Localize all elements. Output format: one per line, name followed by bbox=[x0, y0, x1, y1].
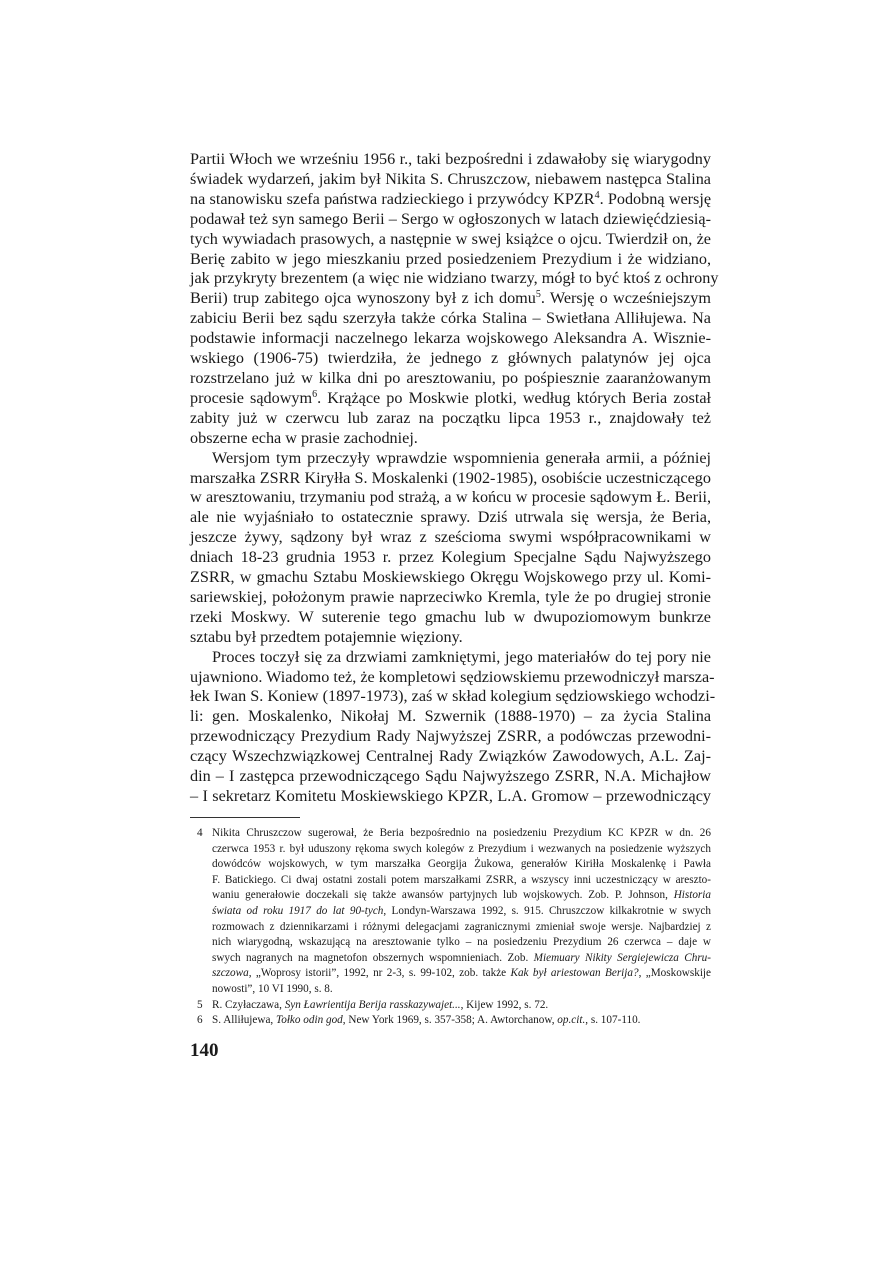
text-line bbox=[190, 568, 711, 588]
text-segment: tych wywiadach prasowych, a następnie w swej książce o ojcu. Twierdził on, że bbox=[190, 229, 711, 248]
text-line bbox=[190, 608, 711, 628]
italic-text: Tołko odin god bbox=[276, 1014, 343, 1027]
footnote-number: 4 bbox=[197, 827, 203, 839]
text-segment: Berię zabito w jego mieszkaniu przed posiedzeniem Prezydium i że widziano, bbox=[190, 249, 711, 268]
text-line bbox=[190, 190, 711, 210]
text-segment: rozmowach z dziennikarzami i różnymi delegacjami zagranicznymi zmieniał swoje wersje. Najbardziej z bbox=[212, 920, 711, 933]
footnote-reference: 4 bbox=[594, 189, 600, 201]
text-line bbox=[190, 369, 711, 389]
text-line bbox=[212, 842, 711, 858]
text-segment: dniach 18-23 grudnia 1953 r. przez Kolegium Specjalne Sądu Najwyższego bbox=[190, 548, 711, 567]
footnotes bbox=[190, 826, 711, 1029]
italic-text: op.cit. bbox=[557, 1014, 586, 1027]
text-segment: , „Woprosy istorii”, 1992, nr 2-3, s. 99-102, zob. także bbox=[248, 967, 511, 980]
text-segment: jeszcze żywy, sądzony był wraz z sześcioma swymi współpracownikami w bbox=[190, 528, 711, 547]
text-segment: zabity już w czerwcu lub zaraz na początku lipca 1953 r., znajdowały też bbox=[190, 408, 711, 427]
text-line bbox=[212, 1013, 711, 1029]
paragraph bbox=[190, 647, 716, 807]
text-segment: . Krążące po Moskwie plotki, według których Beria został bbox=[317, 388, 711, 407]
text-segment: Partii Włoch we wrześniu 1956 r., taki bezpośredni i zdawałoby się wiarygodny bbox=[190, 150, 711, 168]
text-line bbox=[212, 873, 711, 889]
text-line bbox=[190, 628, 711, 648]
text-segment: czerwca 1953 r. był uduszony rękoma swych kolegów z Prezydium i wezwanych na posiedzenie wyższych bbox=[212, 842, 711, 855]
text-segment: zabiciu Berii bez sądu szerzyła także córka Stalina – Swietłana Alliłujewa. Na bbox=[190, 309, 711, 328]
text-line bbox=[190, 648, 711, 668]
text-line bbox=[190, 409, 711, 429]
text-segment: sztabu był przedtem potajemnie więziony. bbox=[190, 627, 463, 646]
text-line bbox=[212, 904, 711, 920]
text-segment: S. Alliłujewa, bbox=[212, 1014, 277, 1027]
text-segment: rozstrzelano już w kilka dni po aresztowaniu, po pośpiesznie zaaranżowanym bbox=[190, 368, 711, 387]
main-text bbox=[190, 150, 719, 807]
text-segment: marszałka ZSRR Kiryłła S. Moskalenki (1902-1985), osobiście uczestniczącego bbox=[190, 468, 711, 487]
text-segment: , Kijew 1992, s. 72. bbox=[460, 998, 549, 1011]
footnote-separator bbox=[190, 817, 300, 818]
text-line bbox=[212, 826, 711, 842]
text-line bbox=[190, 528, 711, 548]
text-segment: ujawniono. Wiadomo też, że kompletowi sędziowskiemu przewodniczył marsza- bbox=[190, 667, 715, 686]
text-segment: nich wiarygodną, wskazującą na aresztowanie tylko – na posiedzeniu Prezydium 26 czerwca – daje w bbox=[212, 936, 711, 949]
text-segment: świadek wydarzeń, jakim był Nikita S. Chruszczow, niebawem następca Stalina bbox=[190, 169, 711, 188]
page-number: 140 bbox=[190, 1040, 219, 1061]
text-line bbox=[212, 888, 711, 904]
text-segment: przewodniczący Prezydium Rady Najwyższej ZSRR, a podówczas przewodni- bbox=[190, 727, 711, 746]
text-segment: podstawie informacji naczelnego lekarza wojskowego Aleksandra A. Wisznie- bbox=[190, 329, 711, 348]
text-segment: swych nagranych na magnetofon obszernych wspomnieniach. Zob. bbox=[212, 951, 534, 964]
italic-text: Syn Ławrientija Berija rasskazywajet... bbox=[284, 998, 461, 1011]
text-segment: Proces toczył się za drzwiami zamkniętymi, jego materiałów do tej pory nie bbox=[212, 647, 711, 666]
text-segment: Wersjom tym przeczyły wprawdzie wspomnienia generała armii, a później bbox=[212, 448, 711, 467]
text-segment: Berii) trup zabitego ojca wynoszony był z ich domu bbox=[190, 289, 536, 308]
footnote bbox=[190, 1013, 711, 1029]
italic-text: szczowa bbox=[212, 967, 249, 980]
text-segment: R. Czyłaczawa, bbox=[212, 998, 285, 1011]
text-line bbox=[212, 935, 711, 951]
footnote bbox=[190, 998, 711, 1014]
text-segment: jak przykryty brezentem (a więc nie widziano twarzy, mógł to być ktoś z ochrony bbox=[190, 269, 719, 288]
paragraph bbox=[190, 150, 719, 449]
text-line bbox=[190, 150, 711, 170]
text-line bbox=[190, 787, 711, 807]
text-line bbox=[190, 230, 711, 250]
text-segment: łek Iwan S. Koniew (1897-1973), zaś w skład kolegium sędziowskiego wchodzi- bbox=[190, 687, 716, 706]
text-line bbox=[212, 998, 711, 1014]
text-segment: , Londyn-Warszawa 1992, s. 915. Chruszczow kilkakrotnie w swych bbox=[383, 904, 711, 917]
text-line bbox=[190, 269, 719, 289]
text-segment: . Wersję o wcześniejszym bbox=[540, 289, 711, 308]
text-line bbox=[190, 727, 711, 747]
text-segment: podawał też syn samego Berii – Sergo w ogłoszonych w latach dziewięćdziesią- bbox=[190, 209, 711, 228]
text-line bbox=[190, 349, 711, 369]
text-segment: , s. 107-110. bbox=[585, 1014, 641, 1027]
text-segment: na stanowisku szefa państwa radzieckiego i przywódcy KPZR bbox=[190, 189, 595, 208]
text-segment: sariewskiej, położonym prawie naprzeciwko Kremla, tyle że po drugiej stronie bbox=[190, 587, 711, 606]
text-segment: – I sekretarz Komitetu Moskiewskiego KPZR, L.A. Gromow – przewodniczący bbox=[190, 787, 711, 805]
text-segment: obszerne echa w prasie zachodniej. bbox=[190, 428, 418, 447]
text-line bbox=[212, 982, 711, 998]
text-segment: , New York 1969, s. 357-358; A. Awtorchanow, bbox=[342, 1014, 558, 1027]
text-segment: czący Wszechzwiązkowej Centralnej Rady Związków Zawodowych, A.L. Zaj- bbox=[190, 747, 711, 766]
text-segment: waniu generałowie doczekali się także awansów partyjnych lub wojskowych. Zob. P. Johnson, bbox=[212, 889, 674, 902]
text-line bbox=[190, 548, 711, 568]
footnote bbox=[190, 826, 711, 998]
text-line bbox=[212, 966, 711, 982]
text-segment: li: gen. Moskalenko, Nikołaj M. Szwernik (1888-1970) – za życia Stalina bbox=[190, 707, 711, 726]
text-line bbox=[190, 588, 711, 608]
footnote-number: 6 bbox=[197, 1014, 203, 1027]
text-line bbox=[190, 389, 711, 409]
footnote-reference: 6 bbox=[312, 388, 318, 400]
text-line bbox=[212, 951, 711, 967]
italic-text: Miemuary Nikity Sergiejewicza Chru- bbox=[533, 951, 711, 964]
text-segment: dowódców wojskowych, w tym marszałka Georgija Żukowa, generałów Kiriłła Moskalenkę i Pawła bbox=[212, 858, 711, 871]
text-line bbox=[190, 329, 711, 349]
text-segment: Nikita Chruszczow sugerował, że Beria bezpośrednio na posiedzeniu Prezydium KC KPZR w dn. 26 bbox=[212, 827, 711, 839]
text-line bbox=[190, 170, 711, 190]
text-line bbox=[190, 707, 711, 727]
footnote-number: 5 bbox=[197, 998, 203, 1011]
text-segment: F. Batickiego. Ci dwaj ostatni zostali potem marszałkami ZSRR, a wszyscy inni uczestniczący w areszto- bbox=[212, 873, 711, 886]
text-line bbox=[190, 429, 711, 449]
text-segment: nowosti”, 10 VI 1990, s. 8. bbox=[212, 982, 333, 995]
text-line bbox=[190, 488, 711, 508]
footnote-reference: 5 bbox=[535, 289, 541, 301]
text-line bbox=[190, 449, 711, 469]
text-line bbox=[212, 920, 711, 936]
text-line bbox=[190, 309, 711, 329]
italic-text: świata od roku 1917 do lat 90-tych bbox=[212, 904, 384, 917]
text-segment: wskiego (1906-75) twierdziła, że jednego z głównych palatynów jej ojca bbox=[190, 349, 711, 368]
text-line bbox=[190, 687, 716, 707]
italic-text: Historia bbox=[673, 889, 711, 902]
text-line bbox=[190, 767, 711, 787]
text-line bbox=[190, 250, 711, 270]
text-line bbox=[190, 469, 711, 489]
text-segment: ale nie wyjaśniało to ostatecznie sprawy. Dziś utrwala się wersja, że Beria, bbox=[190, 508, 711, 527]
text-segment: procesie sądowym bbox=[190, 388, 313, 407]
text-segment: din – I zastępca przewodniczącego Sądu Najwyższego ZSRR, N.A. Michajłow bbox=[190, 767, 711, 786]
text-line bbox=[190, 747, 711, 767]
italic-text: Kak był ariestowan Berija? bbox=[510, 967, 639, 980]
text-segment: . Podobną wersję bbox=[599, 189, 712, 208]
text-segment: w aresztowaniu, trzymaniu pod strażą, a w końcu w procesie sądowym Ł. Berii, bbox=[190, 488, 711, 507]
text-line bbox=[190, 667, 715, 688]
text-line bbox=[190, 289, 711, 309]
text-segment: , „Moskowskije bbox=[638, 967, 711, 980]
text-segment: rzeki Moskwy. W suterenie tego gmachu lub w dwupoziomowym bunkrze bbox=[190, 607, 711, 626]
paragraph bbox=[190, 449, 711, 648]
text-line bbox=[190, 508, 711, 528]
text-line bbox=[190, 210, 711, 230]
text-segment: ZSRR, w gmachu Sztabu Moskiewskiego Okręgu Wojskowego przy ul. Komi- bbox=[190, 568, 711, 587]
text-line bbox=[212, 857, 711, 873]
